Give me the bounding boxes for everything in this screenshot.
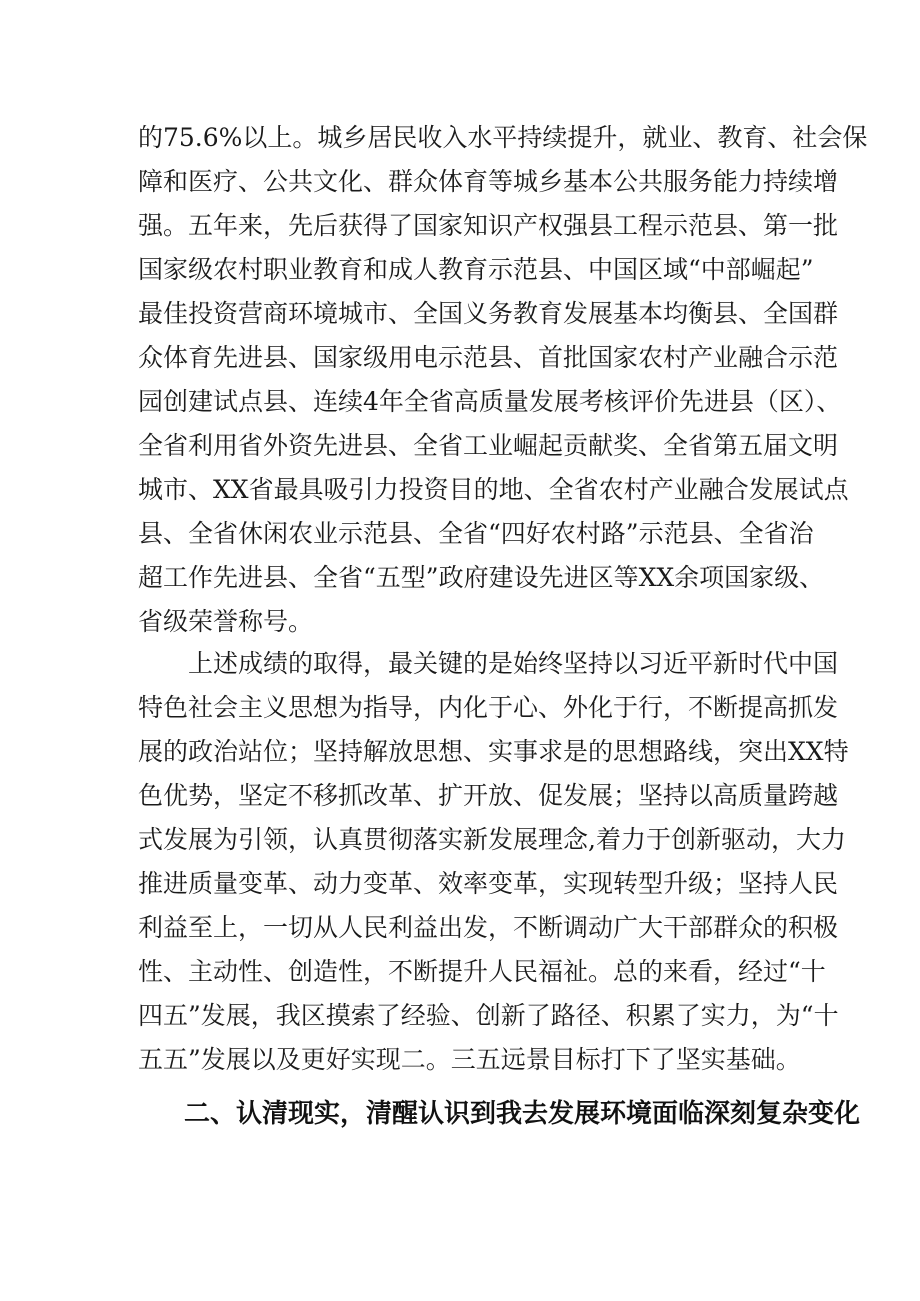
text-line: 式发展为引领，认真贯彻落实新发展理念,着力于创新驱动，大力: [138, 825, 846, 854]
text-line: 五五”发展以及更好实现二。三五远景目标打下了坚实基础。: [138, 1045, 801, 1074]
text-line: 国家级农村职业教育和成人教育示范县、中国区域“中部崛起”: [138, 255, 814, 284]
text-line: 超工作先进县、全省“五型”政府建设先进区等XX余项国家级、: [138, 563, 825, 592]
text-line: 利益至上，一切从人民利益出发，不断调动广大干部群众的积极: [138, 913, 839, 942]
text-line: 省级荣誉称号。: [138, 607, 314, 636]
text-line: 障和医疗、公共文化、群众体育等城乡基本公共服务能力持续增: [138, 167, 839, 196]
text-line: 强。五年来，先后获得了国家知识产权强县工程示范县、第一批: [138, 211, 839, 240]
text-line: 展的政治站位；坚持解放思想、实事求是的思想路线，突出XX特: [138, 737, 849, 766]
text-line: 推进质量变革、动力变革、效率变革，实现转型升级；坚持人民: [138, 869, 839, 898]
text-line: 县、全省休闲农业示范县、全省“四好农村路”示范县、全省治: [138, 519, 814, 548]
text-line: 特色社会主义思想为指导，内化于心、外化于行，不断提高抓发: [138, 693, 839, 722]
text-line: 众体育先进县、国家级用电示范县、首批国家农村产业融合示范: [138, 343, 839, 372]
text-line: 上述成绩的取得，最关键的是始终坚持以习近平新时代中国: [188, 649, 839, 678]
text-line: 城市、XX省最具吸引力投资目的地、全省农村产业融合发展试点: [138, 475, 849, 504]
text-line: 最佳投资营商环境城市、全国义务教育发展基本均衡县、全国群: [138, 299, 839, 328]
section-heading: 二、认清现实，清醒认识到我去发展环境面临深刻复杂变化: [184, 1099, 861, 1129]
text-line: 全省利用省外资先进县、全省工业崛起贡献奖、全省第五届文明: [138, 431, 839, 460]
text-line: 性、主动性、创造性，不断提升人民福祉。总的来看，经过“十: [138, 957, 826, 986]
text-line: 园创建试点县、连续4年全省高质量发展考核评价先进县（区）、: [138, 387, 842, 416]
text-line: 四五”发展，我区摸索了经验、创新了路径、积累了实力，为“十: [138, 1001, 839, 1030]
text-line: 的75.6%以上。城乡居民收入水平持续提升，就业、教育、社会保: [138, 123, 868, 152]
text-line: 色优势，坚定不移抓改革、扩开放、促发展；坚持以高质量跨越: [138, 781, 839, 810]
